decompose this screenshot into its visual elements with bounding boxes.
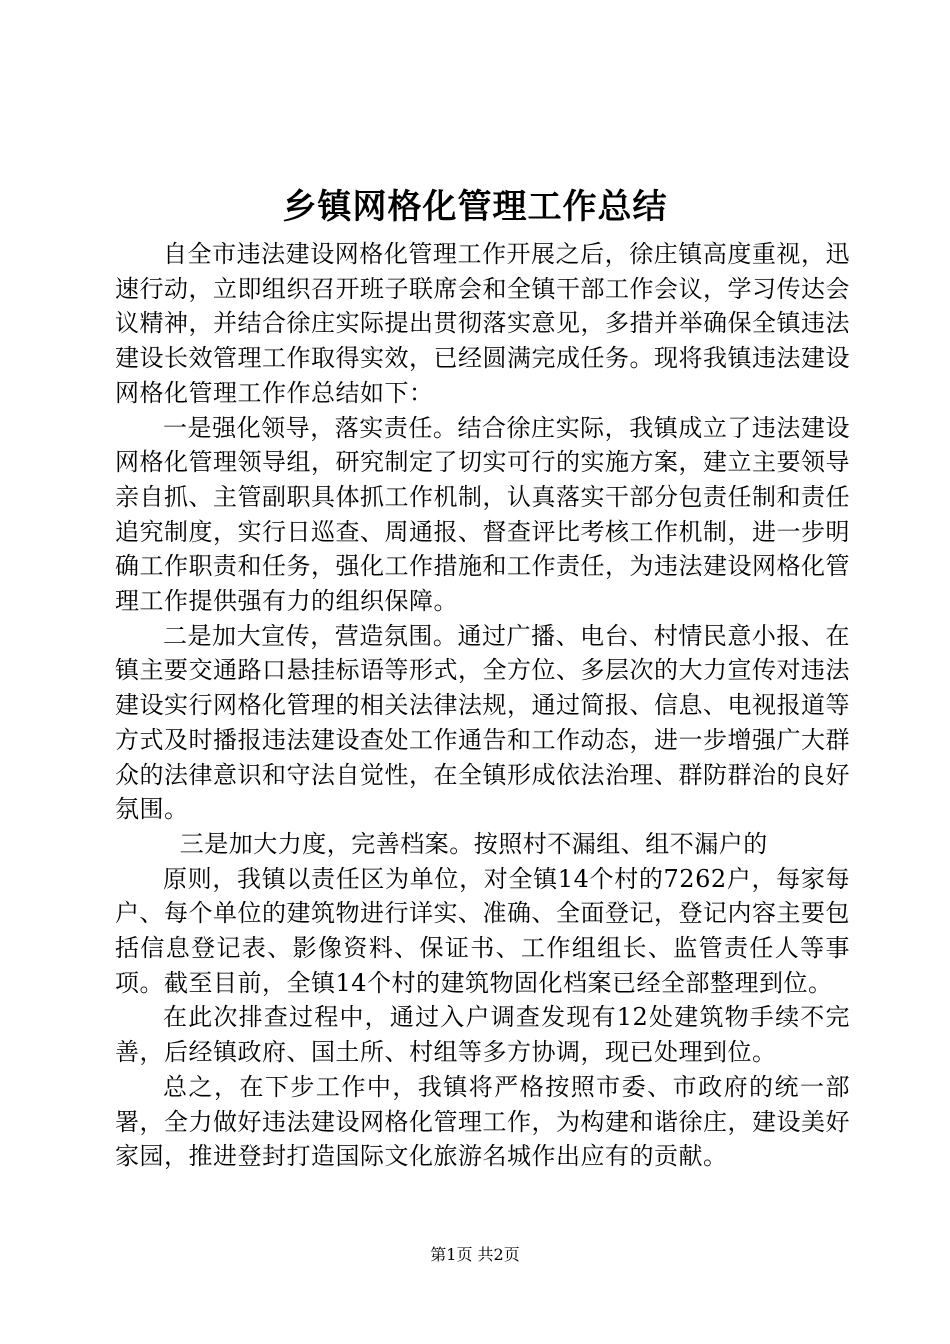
paragraph-leadership: 一是强化领导，落实责任。结合徐庄实际，我镇成立了违法建设网格化管理领导组，研究制定了切实可行的实施方案，建立主要领导亲自抓、主管副职具体抓工作机制，认真落实干部分包责任制和责任追究制度，实行日巡查、周通报、督查评比考核工作机制，进一步明确工作职责和任务，强化工作措施和工作责任，为违法建设网格化管理工作提供强有力的组织保障。 bbox=[115, 413, 850, 616]
paragraph-conclusion: 总之，在下步工作中，我镇将严格按照市委、市政府的统一部署，全力做好违法建设网格化管理工作，为构建和谐徐庄，建设美好家园，推进登封打造国际文化旅游名城作出应有的贡献。 bbox=[115, 1072, 850, 1171]
paragraph-archives-heading: 三是加大力度，完善档案。按照村不漏组、组不漏户的 bbox=[179, 829, 768, 858]
paragraph-publicity: 二是加大宣传，营造氛围。通过广播、电台、村情民意小报、在镇主要交通路口悬挂标语等形式，全方位、多层次的大力宣传对违法建设实行网格化管理的相关法律法规，通过简报、信息、电视报道等方式及时播报违法建设查处工作通告和工作动态，进一步增强广大群众的法律意识和守法自觉性，在全镇形成依法治理、群防群治的良好氛围。 bbox=[115, 621, 850, 824]
paragraph-intro: 自全市违法建设网格化管理工作开展之后，徐庄镇高度重视，迅速行动，立即组织召开班子联席会和全镇干部工作会议，学习传达会议精神，并结合徐庄实际提出贯彻落实意见，多措并举确保全镇违法建设长效管理工作取得实效，已经圆满完成任务。现将我镇违法建设网格化管理工作作总结如下： bbox=[115, 240, 850, 407]
paragraph-inspection: 在此次排查过程中，通过入户调查发现有12处建筑物手续不完善，后经镇政府、国土所、村组等多方协调，现已处理到位。 bbox=[115, 1003, 850, 1067]
paragraph-archives: 原则，我镇以责任区为单位，对全镇14个村的7262户，每家每户、每个单位的建筑物进行详实、准确、全面登记，登记内容主要包括信息登记表、影像资料、保证书、工作组组长、监管责任人等事项。截至目前，全镇14个村的建筑物固化档案已经全部整理到位。 bbox=[115, 864, 850, 997]
page-number: 第1页 共2页 bbox=[430, 1245, 520, 1264]
document-body bbox=[115, 237, 850, 1174]
document-title: 乡镇网格化管理工作总结 bbox=[282, 187, 668, 227]
